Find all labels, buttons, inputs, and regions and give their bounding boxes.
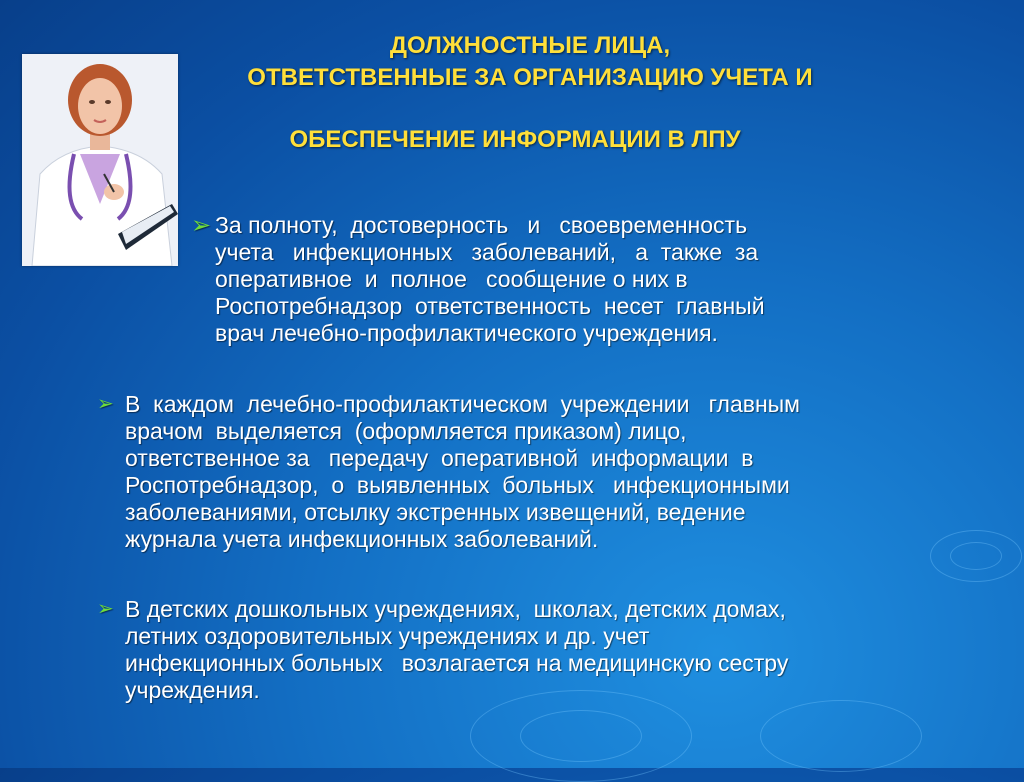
bullet-line: Роспотребнадзор ответственность несет главный [215, 293, 765, 319]
bullet-line: оперативное и полное сообщение о них в [215, 266, 688, 292]
slide-title-line-3: ОБЕСПЕЧЕНИЕ ИНФОРМАЦИИ В ЛПУ [289, 126, 741, 153]
bullet-line: В детских дошкольных учреждениях, школах, детских домах, [125, 596, 786, 622]
slide-title-line-1: ДОЛЖНОСТНЫЕ ЛИЦА, [389, 32, 671, 59]
bullet-item-responsibility [191, 212, 915, 347]
bullet-line: Роспотребнадзор, о выявленных больных инфекционными [125, 472, 790, 498]
bullet-line: ответственное за передачу оперативной информации в [125, 445, 754, 471]
bullet-line: летних оздоровительных учреждениях и др. учет [125, 623, 650, 649]
bullet-line: инфекционных больных возлагается на медицинскую сестру [125, 650, 789, 676]
bullet-line: учреждения. [125, 677, 260, 703]
bullet-line: заболеваниями, отсылку экстренных извещений, ведение [125, 499, 746, 525]
doctor-illustration [22, 54, 178, 266]
bullet-item-childrens-institutions [97, 596, 975, 704]
doctor-photo [22, 54, 178, 266]
bullet-line: журнала учета инфекционных заболеваний. [125, 526, 599, 552]
bullet-item-designated-person [97, 391, 975, 553]
bullet-line: За полноту, достоверность и своевременность [215, 212, 748, 238]
water-ripple [520, 710, 642, 762]
bullet-line: врач лечебно-профилактического учреждения. [215, 320, 718, 346]
arrow-bullet-icon: ➢ [191, 212, 212, 239]
water-ripple [760, 700, 922, 772]
bullet-line: учета инфекционных заболеваний, а также за [215, 239, 759, 265]
arrow-bullet-icon: ➢ [97, 598, 114, 620]
bullet-line: врачом выделяется (оформляется приказом) лицо, [125, 418, 687, 444]
arrow-bullet-icon: ➢ [97, 393, 114, 415]
bullet-line: В каждом лечебно-профилактическом учреждении главным [125, 391, 800, 417]
slide-title-line-2: ОТВЕТСТВЕННЫЕ ЗА ОРГАНИЗАЦИЮ УЧЕТА И [247, 64, 813, 91]
